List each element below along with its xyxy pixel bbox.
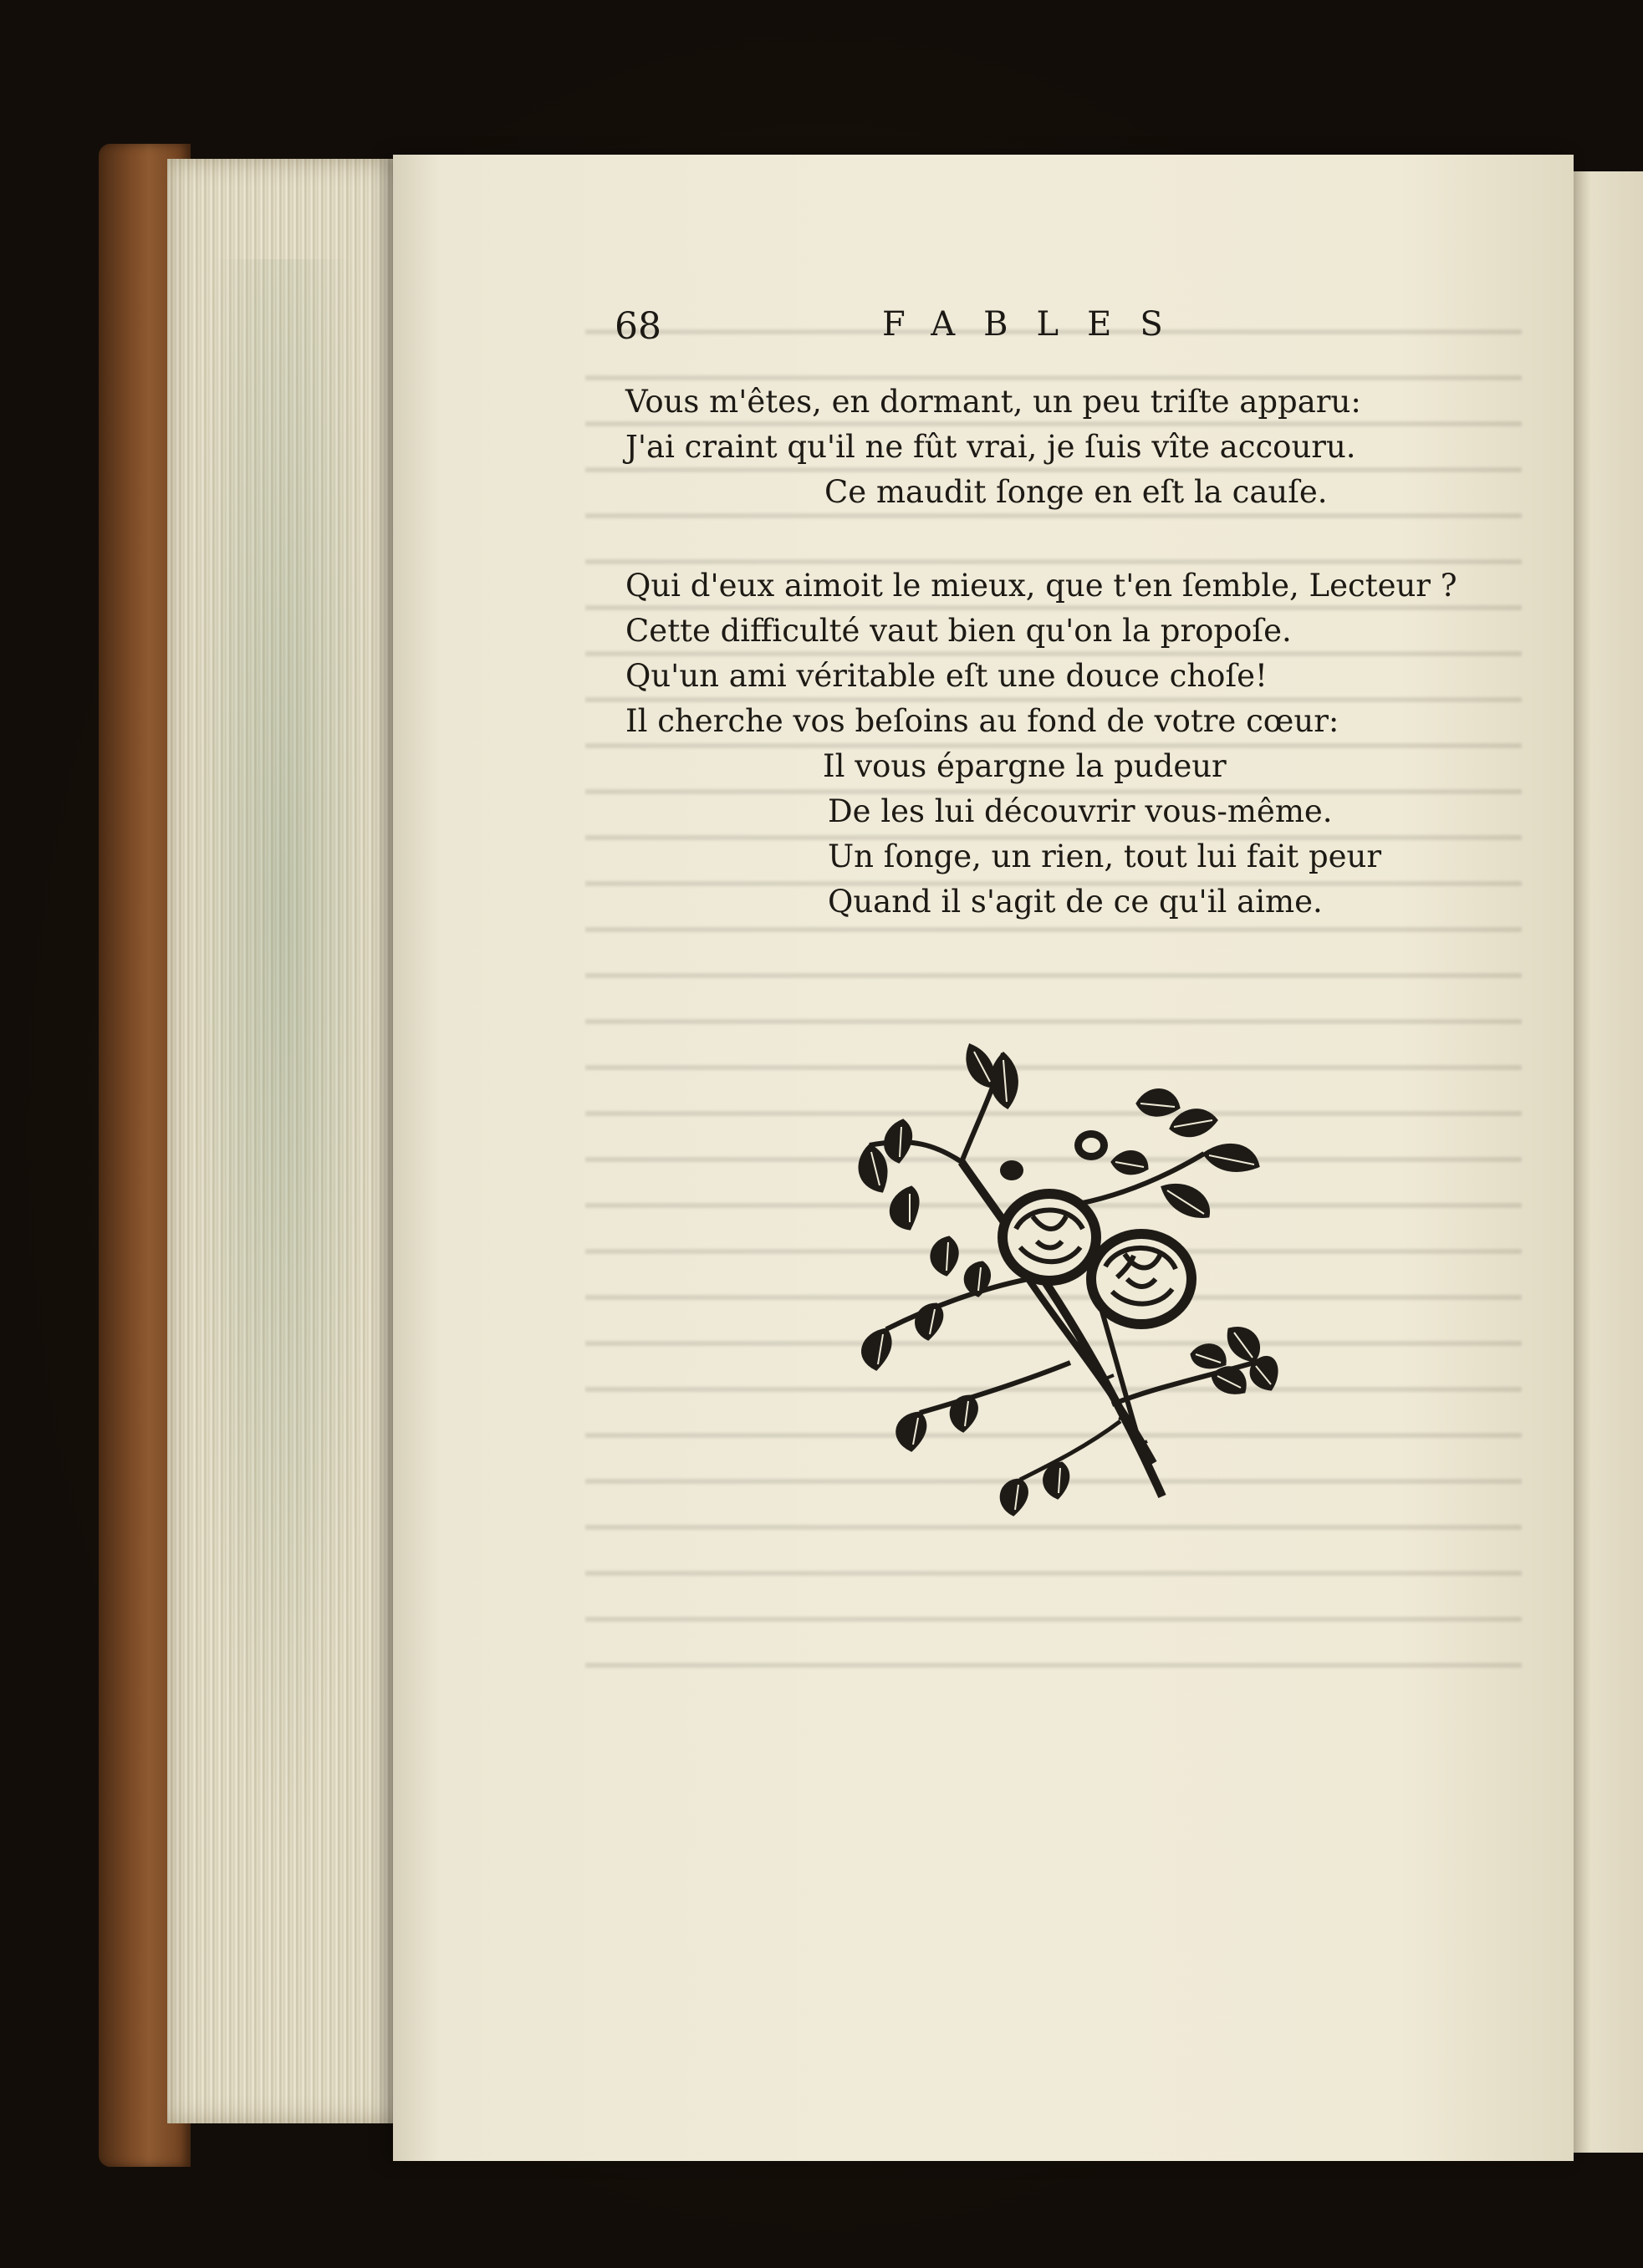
poem-line: Qu'un ami véritable eſt une douce choſe! [625,658,1268,694]
poem-line: Ce maudit ſonge en eſt la cauſe. [824,474,1328,510]
poem-line: Il vous épargne la pudeur [823,748,1227,784]
poem-line: Cette difficulté vaut bien qu'on la propoſe. [625,613,1292,649]
rose-woodcut-icon [836,1028,1288,1563]
poem-line: De les lui découvrir vous-même. [828,793,1333,829]
poem-line: Vous m'êtes, en dormant, un peu triſte apparu: [625,384,1361,420]
facing-page-edge [1574,171,1643,2153]
page-edge-stack [167,159,397,2123]
poem-line: Il cherche vos beſoins au fond de votre cœur: [625,703,1339,739]
page-header [615,305,1267,355]
running-head: FABLES [882,305,1191,344]
poem-line: J'ai craint qu'il ne fût vrai, je ſuis vîte accouru. [625,429,1356,465]
poem-line: Quand il s'agit de ce qu'il aime. [828,884,1323,920]
poem-line: Qui d'eux aimoit le mieux, que t'en ſemble, Lecteur ? [625,568,1457,604]
poem-line: Un ſonge, un rien, tout lui fait peur [828,838,1382,874]
page-number: 68 [615,305,661,348]
